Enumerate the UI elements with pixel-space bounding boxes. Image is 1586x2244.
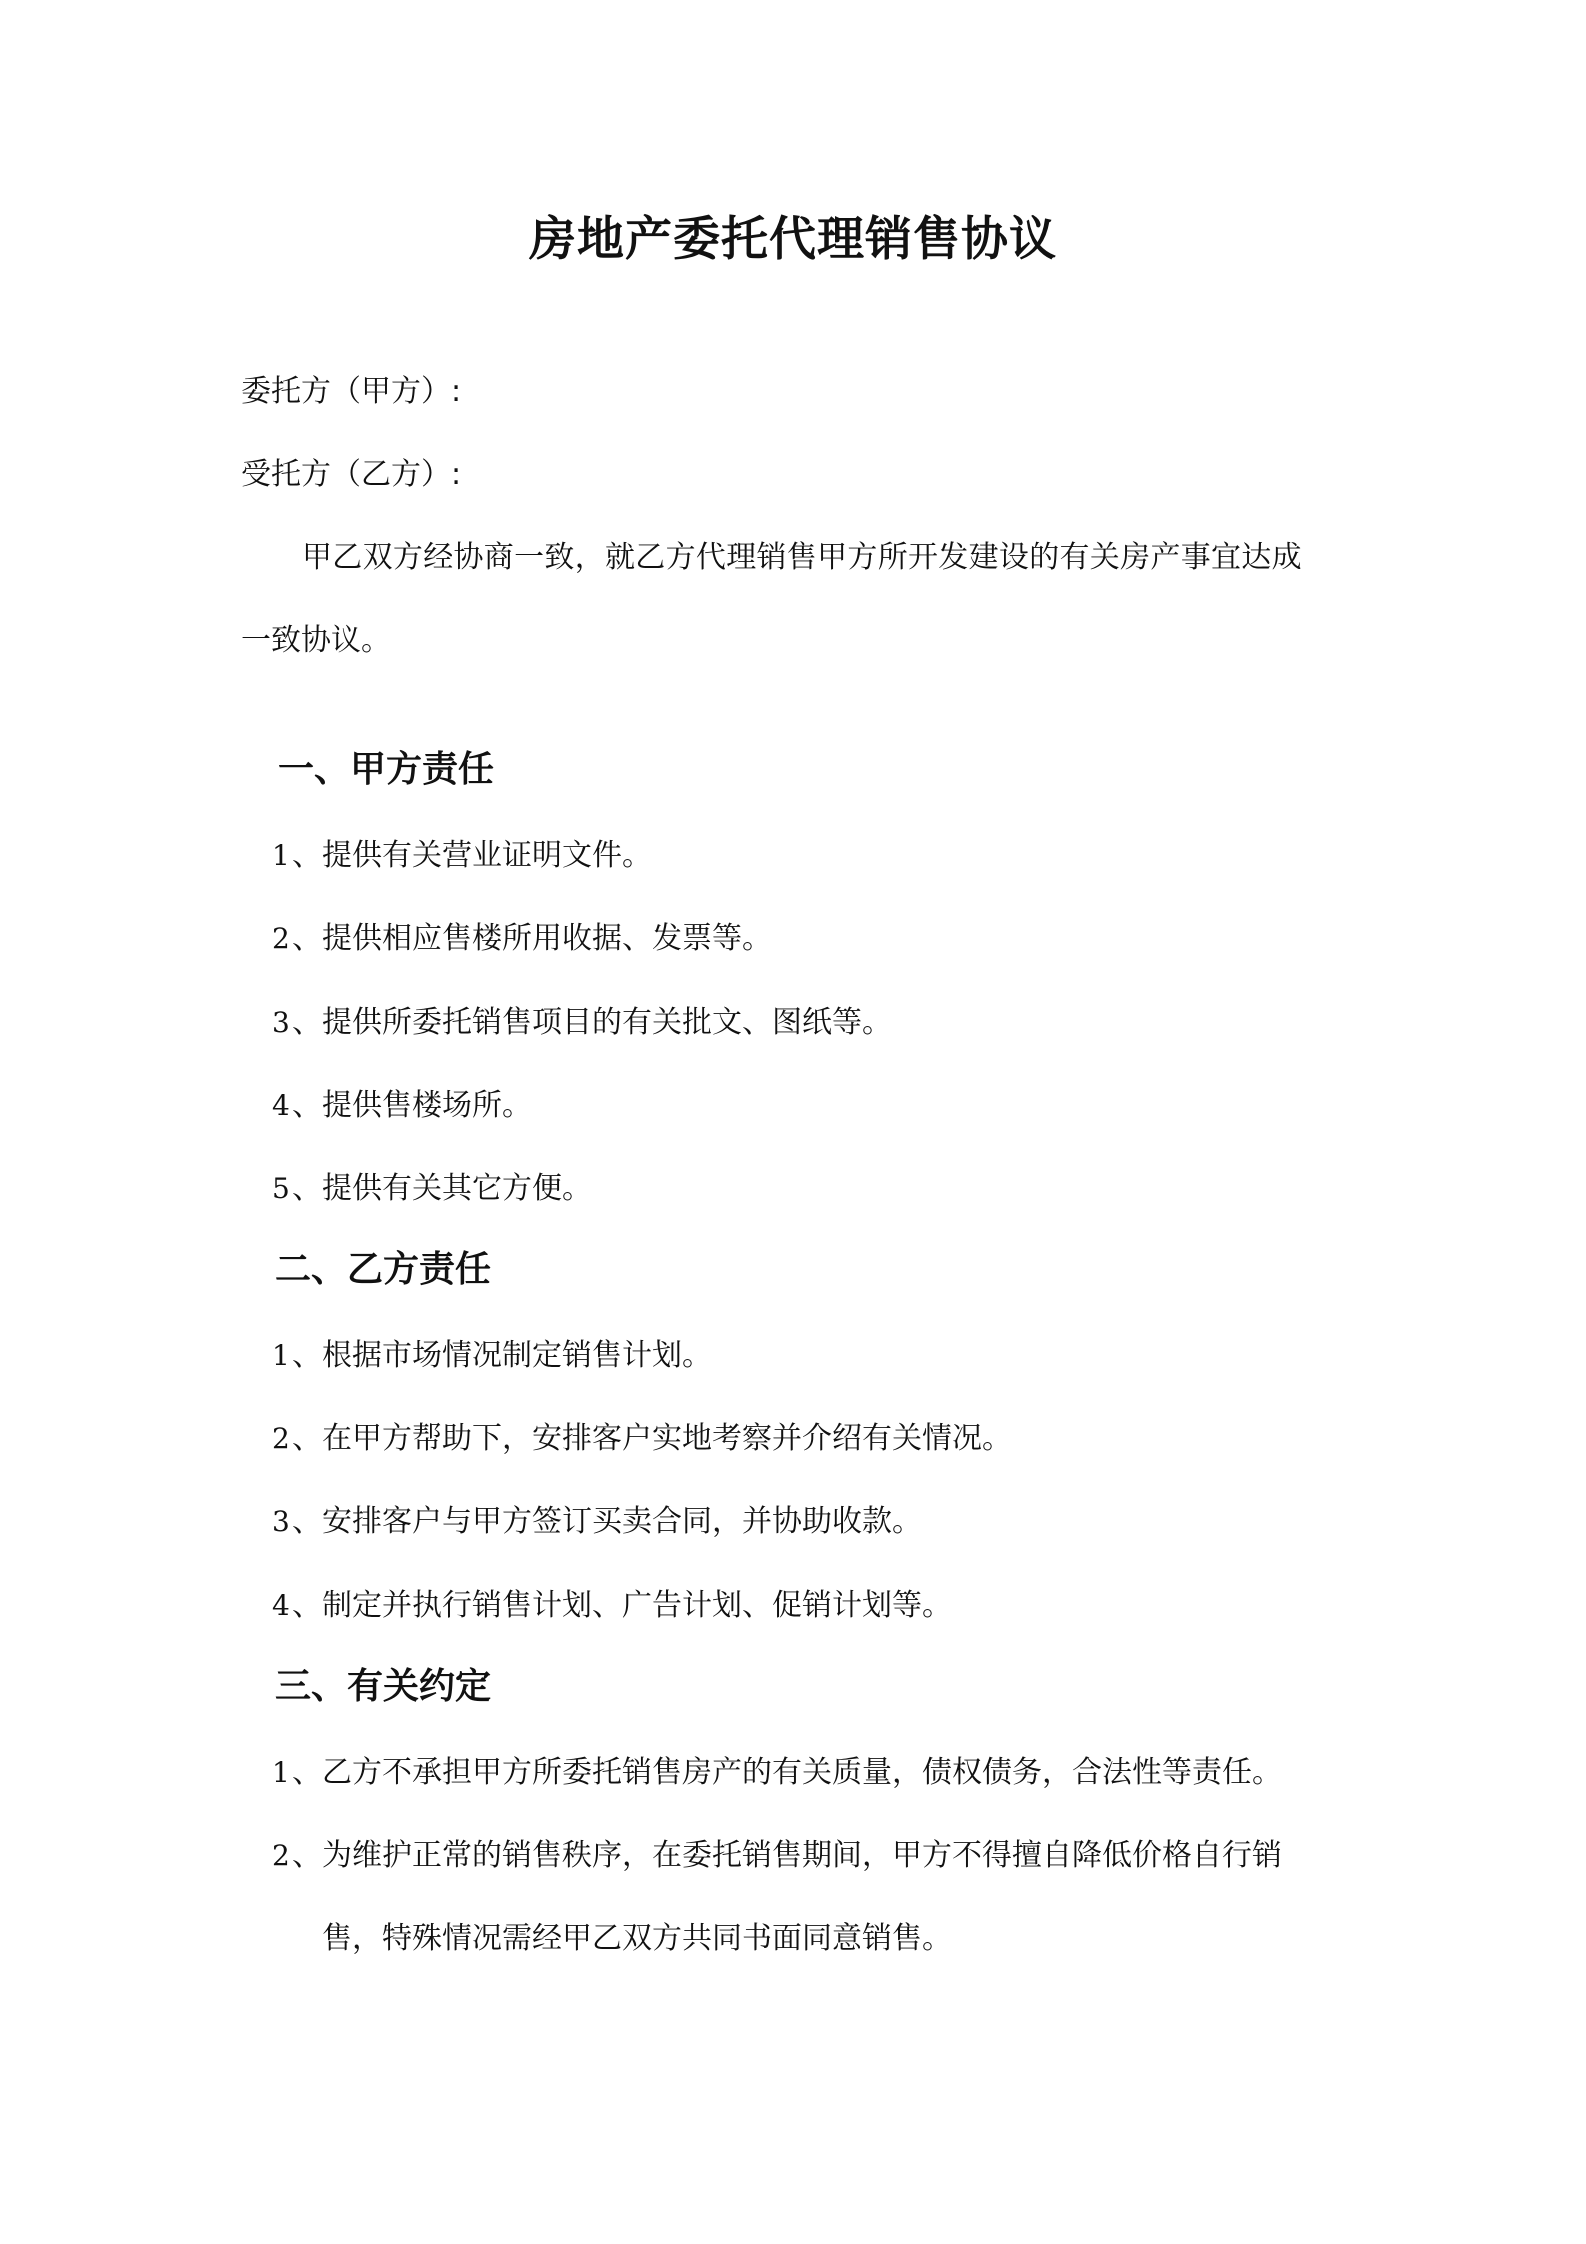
party-b-label: 受托方（乙方）: <box>241 457 462 492</box>
item-number: 1 <box>272 1756 290 1789</box>
item-text: 为维护正常的销售秩序，在委托销售期间，甲方不得擅自降低价格自行销 <box>322 1838 1282 1873</box>
list-item <box>272 1500 922 1544</box>
list-item <box>272 1751 1282 1795</box>
item-separator: 、 <box>292 1338 322 1373</box>
list-item <box>272 1334 712 1378</box>
item-separator: 、 <box>292 1005 322 1040</box>
item-separator: 、 <box>292 1838 322 1873</box>
item-text: 乙方不承担甲方所委托销售房产的有关质量，债权债务，合法性等责任。 <box>322 1755 1282 1790</box>
list-item <box>272 917 772 961</box>
section-heading-agreements: 三、有关约定 <box>275 1666 492 1707</box>
item-separator: 、 <box>292 921 322 956</box>
item-separator: 、 <box>292 1088 322 1123</box>
item-separator: 、 <box>292 1504 322 1539</box>
item-text: 提供售楼场所。 <box>322 1088 532 1123</box>
item-text: 提供有关营业证明文件。 <box>322 838 652 873</box>
item-text: 在甲方帮助下，安排客户实地考察并介绍有关情况。 <box>322 1421 1012 1456</box>
item-separator: 、 <box>292 838 322 873</box>
list-item <box>272 1834 1282 1878</box>
list-item <box>272 1167 592 1211</box>
item-number: 2 <box>272 1422 290 1455</box>
item-separator: 、 <box>292 1171 322 1206</box>
intro-paragraph-line-2: 一致协议。 <box>241 623 391 658</box>
section-heading-party-a-duties: 一、甲方责任 <box>278 749 495 790</box>
item-number: 1 <box>272 839 290 872</box>
item-number: 2 <box>272 1839 290 1872</box>
item-text: 提供所委托销售项目的有关批文、图纸等。 <box>322 1005 892 1040</box>
item-separator: 、 <box>292 1421 322 1456</box>
list-item <box>272 1417 1012 1461</box>
document-title: 房地产委托代理销售协议 <box>529 212 1057 267</box>
item-text: 提供相应售楼所用收据、发票等。 <box>322 921 772 956</box>
list-item-continuation: 售，特殊情况需经甲乙双方共同书面同意销售。 <box>322 1921 952 1956</box>
item-number: 1 <box>272 1339 290 1372</box>
item-number: 4 <box>272 1589 290 1622</box>
list-item <box>272 1584 952 1628</box>
party-a-label: 委托方（甲方）: <box>241 374 462 409</box>
item-number: 3 <box>272 1505 290 1538</box>
item-number: 3 <box>272 1006 290 1039</box>
item-text: 制定并执行销售计划、广告计划、促销计划等。 <box>322 1588 952 1623</box>
item-number: 4 <box>272 1089 290 1122</box>
item-number: 2 <box>272 922 290 955</box>
section-heading-party-b-duties: 二、乙方责任 <box>275 1249 492 1290</box>
item-text: 根据市场情况制定销售计划。 <box>322 1338 712 1373</box>
item-number: 5 <box>272 1172 290 1205</box>
list-item <box>272 1084 532 1128</box>
item-separator: 、 <box>292 1588 322 1623</box>
item-text: 提供有关其它方便。 <box>322 1171 592 1206</box>
item-text: 安排客户与甲方签订买卖合同，并协助收款。 <box>322 1504 922 1539</box>
item-separator: 、 <box>292 1755 322 1790</box>
list-item <box>272 834 652 878</box>
intro-paragraph-line-1: 甲乙双方经协商一致，就乙方代理销售甲方所开发建设的有关房产事宜达成 <box>302 540 1302 575</box>
list-item <box>272 1001 892 1045</box>
